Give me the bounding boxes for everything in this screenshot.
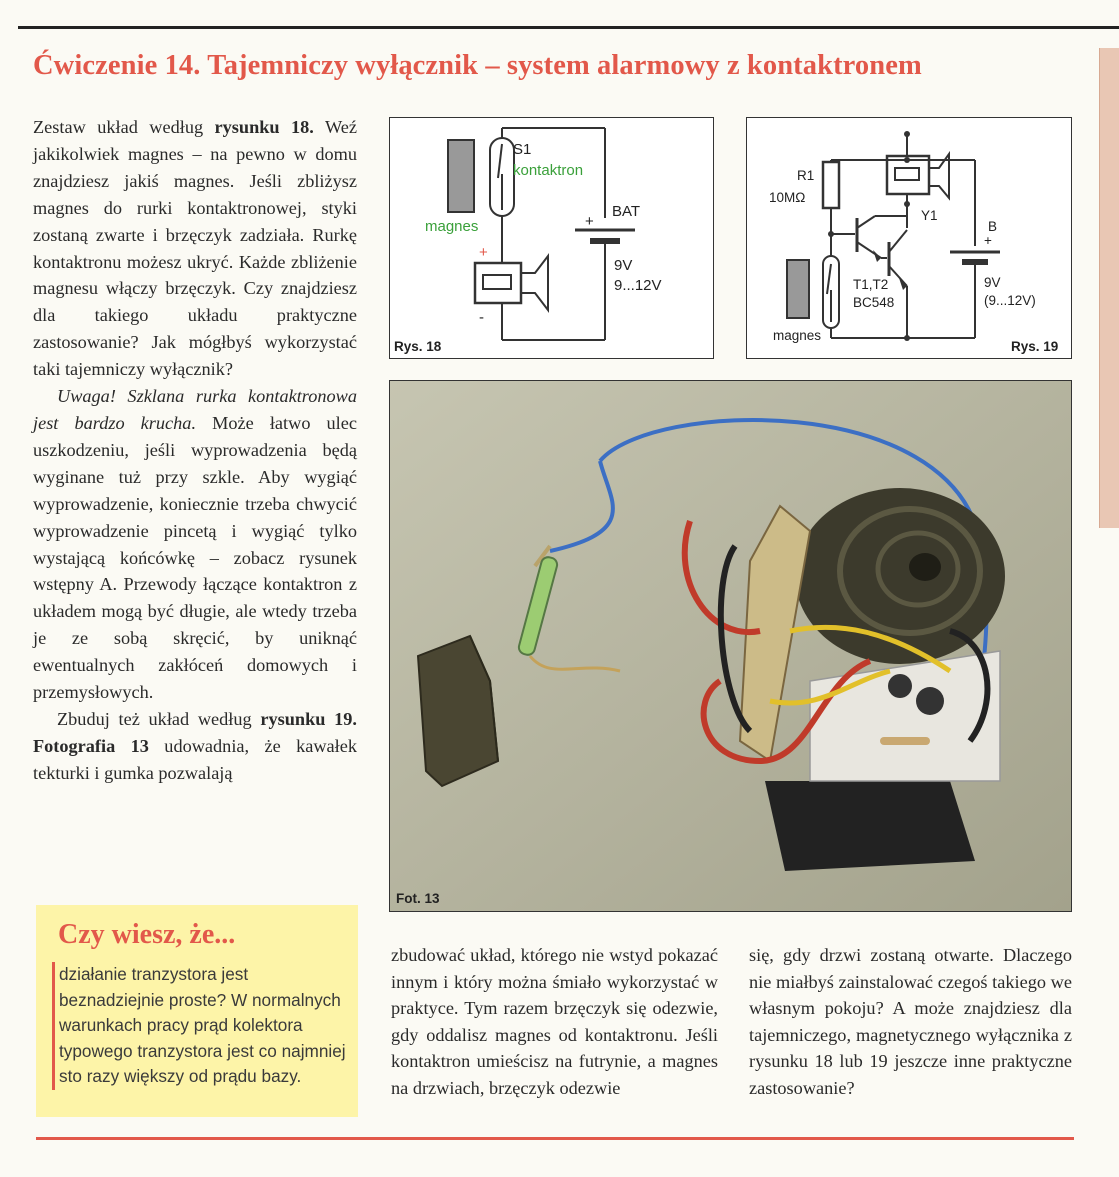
text-run: udowadnia, że kawałek tekturki i gumka pozwalają bbox=[33, 735, 357, 783]
label-y1: Y1 bbox=[921, 208, 938, 223]
magnet-symbol bbox=[787, 260, 809, 318]
page-edge-tab bbox=[1099, 48, 1119, 528]
label-t1t2: T1,T2 bbox=[853, 277, 889, 292]
magnet-symbol bbox=[448, 140, 474, 212]
paragraph-1 bbox=[33, 114, 357, 383]
buzzer-coil bbox=[795, 488, 1005, 664]
paragraph-3 bbox=[33, 706, 357, 787]
caption-rys-19: Rys. 19 bbox=[1011, 339, 1059, 354]
label-s1: S1 bbox=[513, 141, 532, 158]
left-column bbox=[33, 114, 357, 787]
label-9v: 9V bbox=[614, 257, 633, 274]
figure-rys-18 bbox=[389, 117, 714, 359]
resistor bbox=[880, 737, 930, 745]
battery-9v bbox=[765, 781, 975, 871]
label-minus: - bbox=[479, 309, 484, 326]
battery-symbol bbox=[590, 238, 620, 244]
text-run: Weź jakikolwiek magnes – na pewno w domu znajdziesz jakiś magnes. Jeśli zbliżysz magnes do rurki kontaktronowej, styki zostaną zwarte i brzęczyk zadziała. Rurkę kontaktronu możesz ukryć. Każde zbliżenie magnesu włączy brzęczyk. Czy znajdziesz dla takiego układu praktyczne zastosowanie? Jak mógłbyś wykorzystać taki tajemniczy wyłącznik? bbox=[33, 117, 357, 380]
photo-fot-13 bbox=[389, 380, 1072, 912]
paragraph-2 bbox=[33, 383, 357, 706]
caption-fot-13: Fot. 13 bbox=[396, 891, 440, 906]
label-b-plus: + bbox=[984, 233, 992, 248]
label-r1-value: 10MΩ bbox=[769, 190, 806, 205]
bottom-rule bbox=[36, 1137, 1074, 1140]
page-title: Ćwiczenie 14. Tajemniczy wyłącznik – system alarmowy z kontaktronem bbox=[33, 50, 922, 81]
photo-illustration bbox=[390, 381, 1071, 911]
text-run: rysunku 19. Fotografia 13 bbox=[33, 708, 357, 756]
figure-rys-19 bbox=[746, 117, 1072, 359]
label-9-12v: 9...12V bbox=[614, 277, 662, 294]
box-title: Czy wiesz, że... bbox=[58, 919, 236, 950]
text-run: rysunku 18. bbox=[214, 117, 314, 137]
label-b: B bbox=[988, 219, 998, 234]
label-magnes: magnes bbox=[425, 218, 479, 235]
label-9v: 9V bbox=[984, 275, 1001, 290]
column-2-text: zbudować układ, którego nie wstyd pokazać innym i który można śmiało wykorzystać w praktyce. Tym razem brzęczyk się odezwie, gdy oddalisz magnes od kontaktronu. Jeśli kontaktron umieścisz na futrynie, a magnes na drzwiach, brzęczyk odezwie bbox=[391, 945, 718, 1098]
buzzer-symbol bbox=[475, 263, 521, 303]
resistor-r1-symbol bbox=[823, 162, 839, 208]
schematic-19 bbox=[747, 118, 1071, 358]
label-bat: BAT bbox=[612, 203, 641, 220]
column-3-text: się, gdy drzwi zostaną otwarte. Dlaczego nie miałbyś zainstalować czegoś takiego we własnym pokoju? A może znajdziesz dla tajemniczego, magnetycznego wyłącznika z rysunku 18 lub 19 jeszcze inne praktyczne zastosowanie? bbox=[749, 945, 1072, 1098]
column-3 bbox=[749, 942, 1072, 1102]
text-run: Może łatwo ulec uszkodzeniu, jeśli wyprowadzenia będą wyginane tuż przy szkle. Aby wygiąć wyprowadzenie, koniecznie trzeba chwycić wyprowadzenie pincetą i wygiąć tylko wystającą końcówkę – zobacz rysunek wstępny A. Przewody łączące kontaktron z układem mogą być długie, ale wtedy trzeba je ze sobą skręcić, by uniknąć ewentualnych zakłóceń domowych i przemysłowych. bbox=[33, 412, 357, 703]
text-run: Zbuduj też układ według bbox=[57, 708, 261, 729]
column-2 bbox=[391, 942, 718, 1102]
top-rule bbox=[18, 26, 1119, 29]
did-you-know-box bbox=[36, 905, 358, 1117]
label-9-12v: (9...12V) bbox=[984, 293, 1036, 308]
label-plus: + bbox=[479, 244, 488, 261]
text-run: Uwaga! Szklana rurka kontaktronowa jest bardzo krucha. bbox=[33, 386, 357, 433]
text-run: Zestaw układ według bbox=[33, 117, 215, 137]
label-kontaktron: kontaktron bbox=[513, 162, 584, 179]
label-magnes: magnes bbox=[773, 328, 822, 343]
battery-b-symbol bbox=[962, 259, 988, 265]
label-bat-plus: + bbox=[585, 213, 594, 230]
caption-rys-18: Rys. 18 bbox=[394, 339, 442, 354]
label-bc548: BC548 bbox=[853, 295, 895, 310]
box-text: działanie tranzystora jest beznadziejnie proste? W normalnych warunkach pracy prąd kolektora typowego tranzystora jest co najmniej sto razy większy od prądu bazy. bbox=[52, 962, 355, 1090]
schematic-18 bbox=[390, 118, 713, 358]
label-r1: R1 bbox=[797, 168, 815, 183]
